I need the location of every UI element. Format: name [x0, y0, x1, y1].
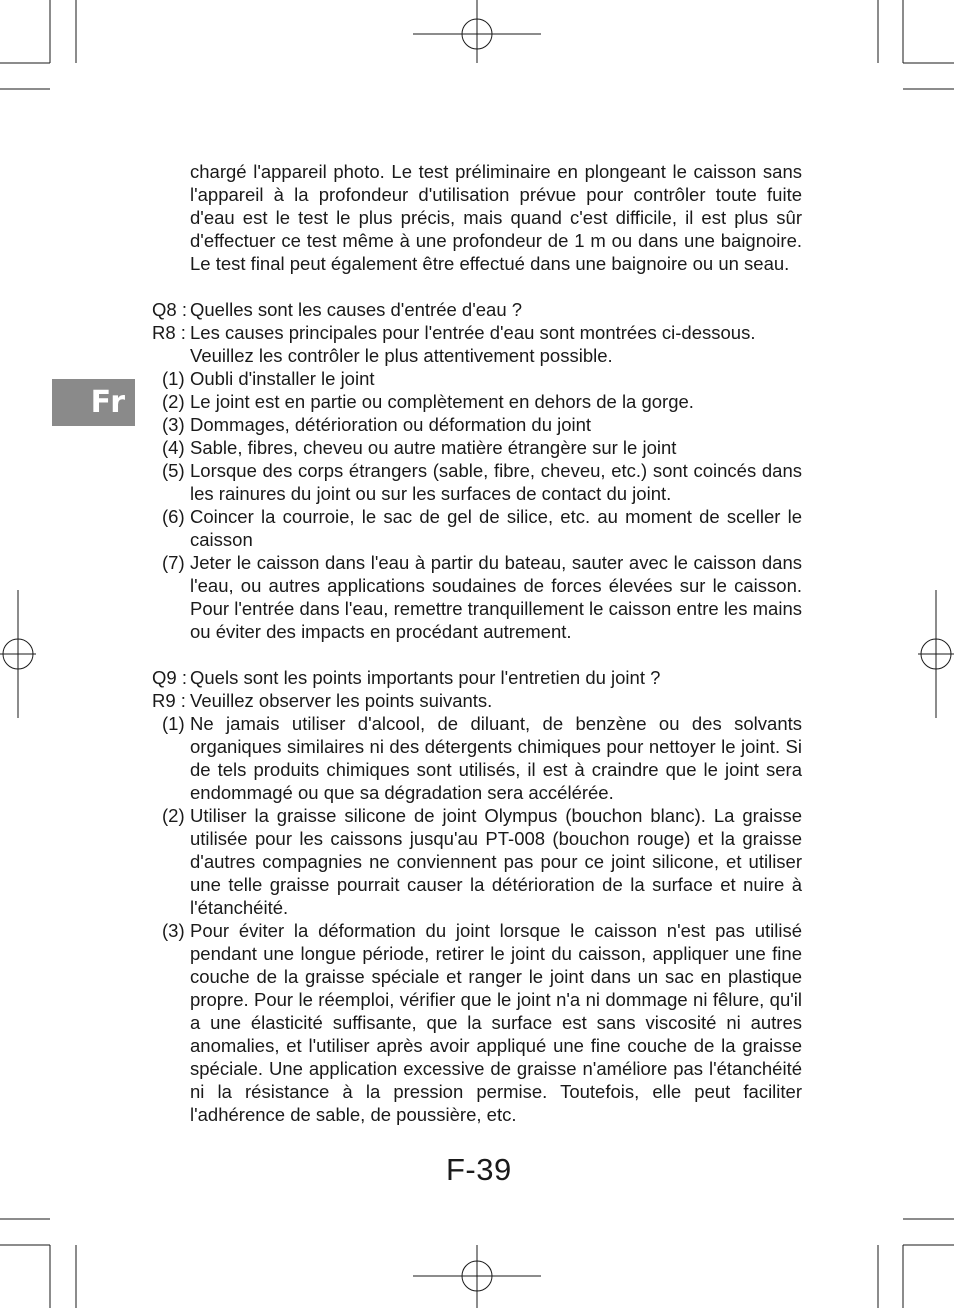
answer-text: Veuillez observer les points suivants.	[190, 690, 493, 711]
list-item	[150, 551, 802, 643]
item-text: Sable, fibres, cheveu ou autre matière étrangère sur le joint	[190, 437, 677, 458]
faq-q8	[150, 298, 802, 643]
list-item	[150, 712, 802, 804]
list-item	[150, 413, 802, 436]
answer-tag: R9 :	[152, 690, 186, 711]
list-item	[150, 459, 802, 505]
answer-text: Les causes principales pour l'entrée d'eau sont montrées ci-dessous. Veuillez les contrôler le plus attentivement possible.	[190, 322, 756, 366]
list-item	[150, 390, 802, 413]
item-text: Coincer la courroie, le sac de gel de silice, etc. au moment de sceller le caisson	[190, 506, 802, 550]
intro-paragraph: chargé l'appareil photo. Le test préliminaire en plongeant le caisson sans l'appareil à la profondeur d'utilisation prévue pour contrôler toute fuite d'eau est le test le plus précis, mais quand c'est difficile, il est plus sûr d'effectuer ce test même à une profondeur de 1 m ou dans une baignoire. Le test final peut également être effectué dans une baignoire ou un seau.	[190, 161, 802, 274]
item-number: (1)	[162, 368, 185, 389]
list-item	[150, 436, 802, 459]
question-row	[150, 666, 802, 689]
item-text: Jeter le caisson dans l'eau à partir du bateau, sauter avec le caisson dans l'eau, ou autres applications soudaines de forces élevées sur le caisson. Pour l'entrée dans l'eau, remettre tranquillement le caisson entre les mains ou éviter des impacts en procédant autrement.	[190, 552, 802, 642]
item-number: (2)	[162, 391, 185, 412]
item-number: (5)	[162, 460, 185, 481]
list-item	[150, 804, 802, 919]
item-text: Ne jamais utiliser d'alcool, de diluant, de benzène ou des solvants organiques similaires ni des détergents chimiques pour nettoyer le joint. Si de tels produits chimiques sont utilisés, il est à craindre que le joint sera endommagé ou que sa dégradation sera accélérée.	[190, 713, 802, 803]
answer-tag: R8 :	[152, 322, 186, 343]
item-number: (4)	[162, 437, 185, 458]
answer-row	[150, 689, 802, 712]
page-content	[150, 160, 802, 1126]
item-number: (7)	[162, 552, 185, 573]
spacer	[150, 275, 802, 298]
question-text: Quelles sont les causes d'entrée d'eau ?	[190, 299, 523, 320]
item-text: Dommages, détérioration ou déformation du joint	[190, 414, 592, 435]
item-text: Utiliser la graisse silicone de joint Olympus (bouchon blanc). La graisse utilisée pour les caissons jusqu'au PT-008 (bouchon rouge) et la graisse d'autres compagnies ne conviennent pas pour ce joint silicone, et utiliser une telle graisse pourrait causer la détérioration de la surface et nuire à l'étanchéité.	[190, 805, 802, 918]
question-row	[150, 298, 802, 321]
item-number: (1)	[162, 713, 185, 734]
page-number: F-39	[446, 1152, 512, 1187]
item-text: Pour éviter la déformation du joint lorsque le caisson n'est pas utilisé pendant une longue période, retirer le joint du caisson, appliquer une fine couche de la graisse spéciale et ranger le joint dans un sac en plastique propre. Pour le réemploi, vérifier que le joint n'a ni dommage ni fêlure, qu'il a une élasticité suffisante, que la surface est sans viscosité ni autres anomalies, et l'utiliser après avoir appliqué une fine couche de la graisse spéciale. Une application excessive de graisse n'améliore pas l'étanchéité ni la résistance à la pression permise. Toutefois, elle peut faciliter l'adhérence de sable, de poussière, etc.	[190, 920, 802, 1125]
item-number: (3)	[162, 414, 185, 435]
item-text: Le joint est en partie ou complètement en dehors de la gorge.	[190, 391, 694, 412]
answer-row	[150, 321, 802, 367]
item-text: Lorsque des corps étrangers (sable, fibre, cheveu, etc.) sont coincés dans les rainures du joint ou sur les surfaces de contact du joint.	[190, 460, 802, 504]
faq-q9	[150, 666, 802, 1126]
language-tab: Fr	[52, 379, 135, 426]
list-item	[150, 367, 802, 390]
item-number: (3)	[162, 920, 185, 941]
question-text: Quels sont les points importants pour l'entretien du joint ?	[190, 667, 661, 688]
item-text: Oubli d'installer le joint	[190, 368, 375, 389]
item-number: (6)	[162, 506, 185, 527]
item-number: (2)	[162, 805, 185, 826]
spacer	[150, 643, 802, 666]
list-item	[150, 919, 802, 1126]
question-tag: Q8 :	[152, 299, 187, 320]
list-item	[150, 505, 802, 551]
question-tag: Q9 :	[152, 667, 187, 688]
